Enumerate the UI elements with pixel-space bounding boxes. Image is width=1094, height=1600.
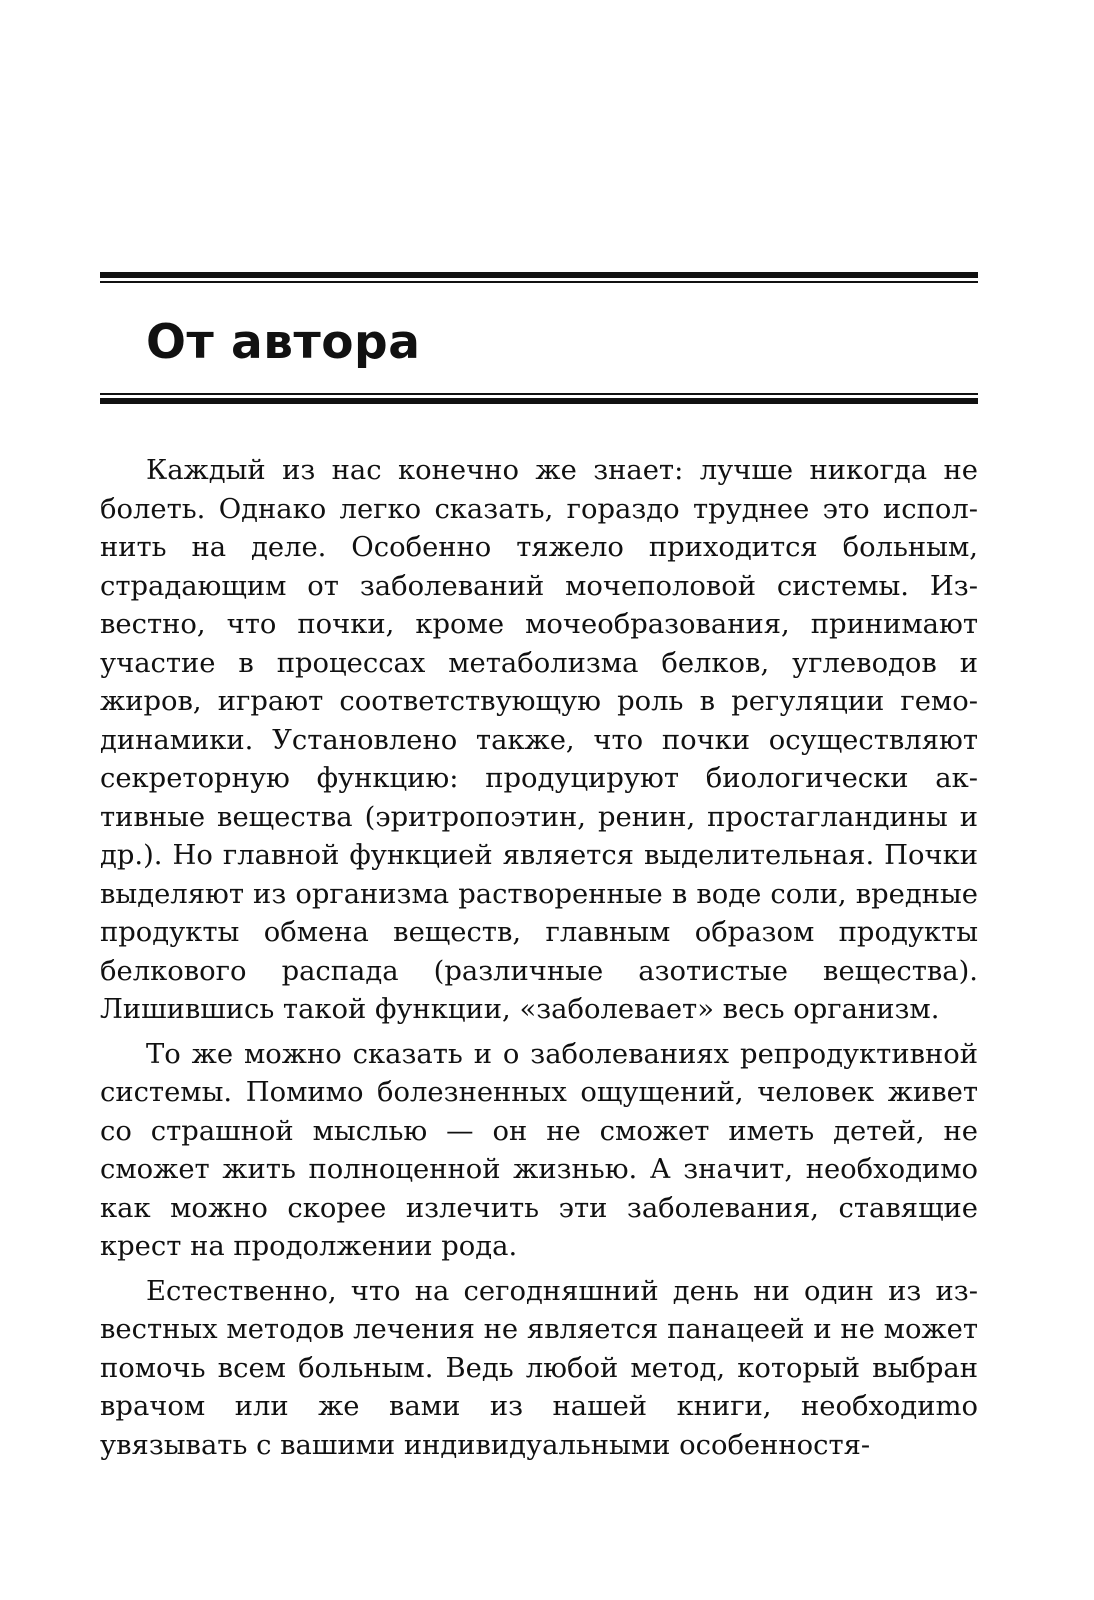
chapter-heading-block [100,272,978,404]
paragraph-1: Каждый из нас конечно же знает: лучше никогда не болеть. Однако легко сказать, гораздо труднее это исполнить на деле. Особенно тяжело приходится больным, страдающим от заболеваний мочеполовой системы. Известно, что почки, кроме мочеобразования, принимают участие в процессах метаболизма белков, углеводов и жиров, играют соответствующую роль в регуляции гемодинамики. Установлено также, что почки осуществляют секреторную функцию: продуцируют биологически активные вещества (эритропоэтин, ренин, простагландины и др.). Но главной функцией является выделительная. Почки выделяют из организма растворенные в воде соли, вредные продукты обмена веществ, главным образом продукты белкового распада (различные азотистые вещества). Лишившись такой функции, «заболевает» весь организм. [100,455,978,1025]
top-thick-rule [100,272,978,278]
bottom-thick-rule [100,398,978,404]
paragraph-2: То же можно сказать и о заболеваниях репродуктивной системы. Помимо болезненных ощущений, человек живет со страшной мыслью — он не сможет иметь детей, не сможет жить полноценной жизнью. А значит, необходимо как можно скорее излечить эти заболевания, ставящие крест на продолжении рода. [100,1038,978,1262]
body-text [100,452,978,1471]
top-thin-rule [100,281,978,283]
chapter-title: От автора [146,315,421,370]
bottom-thin-rule [100,393,978,395]
paragraph-3: Естественно, что на сегодняшний день ни один из известных методов лечения не является панацеей и не может помочь всем больным. Ведь любой метод, который выбран врачом или же вами из нашей книги, необходиmo увязывать с вашими индивидуальными особенностя- [100,1275,978,1461]
